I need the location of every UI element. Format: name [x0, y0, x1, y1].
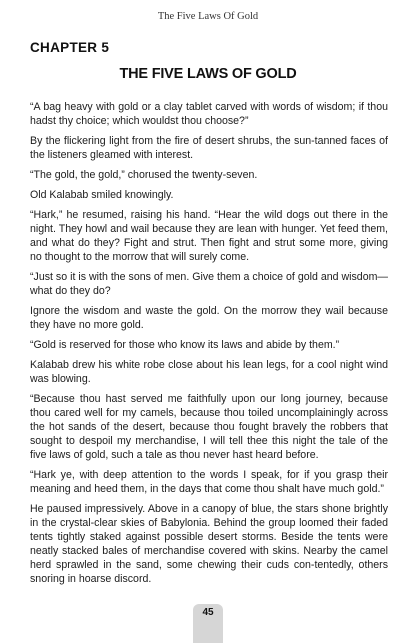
- paragraph: “A bag heavy with gold or a clay tablet carved with words of wisdom; if thou hadst thy choice; which wouldst thou choose?”: [30, 101, 388, 127]
- paragraph: Ignore the wisdom and waste the gold. On the morrow they wail because they have no more gold.: [30, 305, 388, 331]
- paragraph: Old Kalabab smiled knowingly.: [30, 189, 174, 201]
- paragraph: By the flickering light from the fire of desert shrubs, the sun-tanned faces of the listeners gleamed with interest.: [30, 135, 388, 161]
- running-head: The Five Laws Of Gold: [157, 11, 259, 22]
- paragraph: “Hark,” he resumed, raising his hand. “Hear the wild dogs out there in the night. They howl and wail because they are lean with hunger. Yet feed them, and what do they? Fight and strut. Then fight and strut some more, giving no thought to the morrow that will surely come.: [30, 209, 388, 263]
- body-text: [30, 100, 388, 592]
- chapter-title: THE FIVE LAWS OF GOLD: [119, 66, 297, 82]
- paragraph: “Hark ye, with deep attention to the words I speak, for if you grasp their meaning and heed them, in the days that come thou shalt have much gold.”: [30, 469, 388, 495]
- paragraph: “Because thou hast served me faithfully upon our long journey, because thou cared well for my camels, because thou toiled uncomplainingly across the hot sands of the desert, because thou fought bravely the robbers that sought to despoil my merchandise, I will tell thee this night the tale of the five laws of gold, such a tale as thou never hast heard before.: [30, 393, 388, 461]
- paragraph: “Just so it is with the sons of men. Give them a choice of gold and wisdom—what do they do?: [30, 271, 388, 297]
- chapter-label: CHAPTER 5: [30, 40, 110, 55]
- paragraph: “The gold, the gold,” chorused the twenty-seven.: [30, 169, 258, 181]
- page-number-tab: [193, 604, 223, 643]
- paragraph: Kalabab drew his white robe close about his lean legs, for a cool night wind was blowing.: [30, 359, 388, 385]
- paragraph: He paused impressively. Above in a canopy of blue, the stars shone brightly in the crystal-clear skies of Babylonia. Behind the group loomed their faded tents tightly staked against possible desert storms. Beside the tents were neatly stacked bales of merchandise covered with skins. Nearby the camel herd sprawled in the sand, some chewing their cuds con-tentedly, others snoring in hoarse discord.: [30, 503, 388, 585]
- paragraph: “Gold is reserved for those who know its laws and abide by them.”: [30, 339, 340, 351]
- page-number: 45: [202, 607, 214, 618]
